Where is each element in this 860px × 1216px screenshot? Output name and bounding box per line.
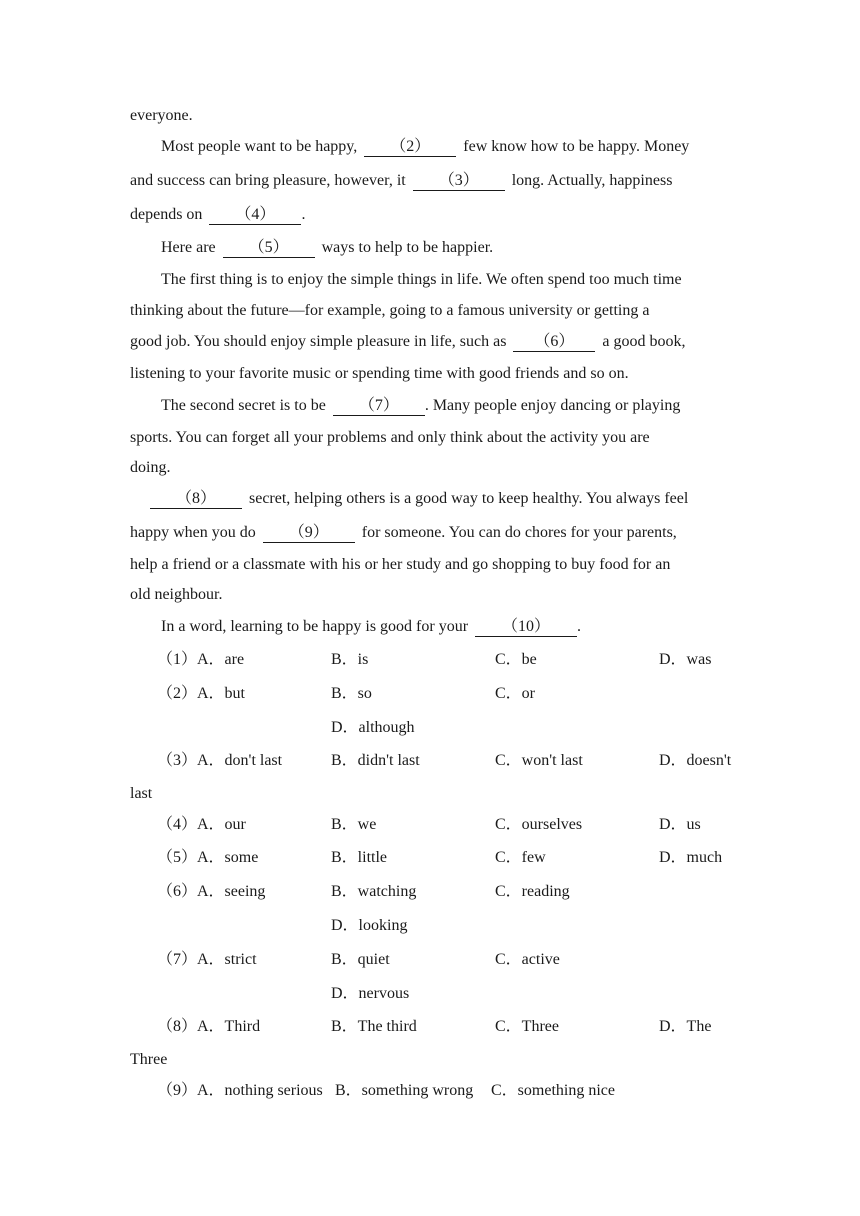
passage-text: thinking about the future—for example, going to a famous university or getting a: [130, 302, 650, 319]
passage-line: [161, 238, 493, 258]
passage-line: [130, 332, 686, 352]
q7-option-d: D．nervous: [331, 985, 410, 1002]
passage-text: . Many people enjoy dancing or playing: [424, 397, 681, 414]
q4-option-c: C．ourselves: [495, 816, 583, 833]
q9-option-a: （9）A．nothing serious: [157, 1082, 323, 1099]
q6-option-c: C．reading: [495, 883, 570, 900]
passage-text: for someone. You can do chores for your parents,: [361, 524, 677, 541]
q7-option-a: （7）A．strict: [157, 951, 257, 968]
blank-7: （7）: [333, 397, 425, 416]
q6-option-b: B．watching: [331, 883, 417, 900]
q9-option-b: B．something wrong: [335, 1082, 474, 1099]
q2-option-a: （2）A．but: [157, 685, 246, 702]
passage-line: [130, 171, 672, 191]
passage-text: listening to your favorite music or spending time with good friends and so on.: [130, 365, 629, 382]
q6-option-a: （6）A．seeing: [157, 883, 266, 900]
q8-option-a: （8）A．Third: [157, 1018, 261, 1035]
q5-option-b: B．little: [331, 849, 388, 866]
q6-option-d: D．looking: [331, 917, 408, 934]
q5-option-c: C．few: [495, 849, 546, 866]
passage-line: [161, 137, 689, 157]
q1-option-d: D．was: [659, 651, 712, 668]
passage-line: [130, 301, 649, 321]
passage-line: [150, 489, 688, 509]
passage-line: [161, 396, 680, 416]
passage-text: sports. You can forget all your problems and only think about the activity you are: [130, 429, 650, 446]
passage-text: and success can bring pleasure, however, it: [130, 172, 406, 189]
passage-line: [130, 205, 305, 225]
q2-option-c: C．or: [495, 685, 536, 702]
passage-text: The second secret is to be: [161, 397, 326, 414]
passage-line: [130, 364, 629, 384]
passage-line: [130, 428, 650, 448]
q2-option-d: D．although: [331, 719, 415, 736]
passage-line: [130, 106, 193, 126]
q3-option-c: C．won't last: [495, 752, 583, 769]
q4-option-b: B．we: [331, 816, 377, 833]
passage-text: ways to help to be happier.: [321, 239, 494, 256]
passage-line: [161, 617, 581, 637]
passage-text: everyone.: [130, 107, 193, 124]
q7-option-c: C．active: [495, 951, 560, 968]
passage-line: [161, 270, 682, 290]
q5-option-a: （5）A．some: [157, 849, 259, 866]
passage-text: a good book,: [602, 333, 686, 350]
q1-option-c: C．be: [495, 651, 537, 668]
passage-text: good job. You should enjoy simple pleasure in life, such as: [130, 333, 507, 350]
blank-3: （3）: [413, 172, 505, 191]
passage-line: [130, 523, 677, 543]
passage-text: long. Actually, happiness: [511, 172, 673, 189]
passage-text: depends on: [130, 206, 203, 223]
q1-option-a: （1）A．are: [157, 651, 245, 668]
blank-8: （8）: [150, 490, 242, 509]
q3-option-d-wrap: last: [130, 785, 153, 802]
q8-option-b: B．The third: [331, 1018, 417, 1035]
passage-text: .: [301, 206, 306, 223]
passage-text: old neighbour.: [130, 586, 223, 603]
passage-line: [130, 585, 222, 605]
passage-line: [130, 555, 670, 575]
q3-option-a: （3）A．don't last: [157, 752, 283, 769]
blank-4: （4）: [209, 206, 301, 225]
q8-option-c: C．Three: [495, 1018, 559, 1035]
passage-text: .: [577, 618, 582, 635]
q4-option-d: D．us: [659, 816, 701, 833]
passage-text: The first thing is to enjoy the simple things in life. We often spend too much time: [161, 271, 682, 288]
passage-text: In a word, learning to be happy is good for your: [161, 618, 469, 635]
q2-option-b: B．so: [331, 685, 372, 702]
passage-line: [130, 458, 170, 478]
passage-text: few know how to be happy. Money: [463, 138, 690, 155]
blank-10: （10）: [475, 618, 577, 637]
passage-text: help a friend or a classmate with his or her study and go shopping to buy food for an: [130, 556, 671, 573]
passage-text: Here are: [161, 239, 216, 256]
q5-option-d: D．much: [659, 849, 723, 866]
blank-5: （5）: [223, 239, 315, 258]
blank-6: （6）: [513, 333, 595, 352]
passage-text: Most people want to be happy,: [161, 138, 358, 155]
q9-option-c: C．something nice: [491, 1082, 615, 1099]
q8-option-d-wrap: Three: [130, 1051, 168, 1068]
blank-2: （2）: [364, 138, 456, 157]
blank-9: （9）: [263, 524, 355, 543]
q3-option-d: D．doesn't: [659, 752, 732, 769]
passage-text: doing.: [130, 459, 171, 476]
passage-text: happy when you do: [130, 524, 256, 541]
q8-option-d: D．The: [659, 1018, 712, 1035]
passage-text: secret, helping others is a good way to keep healthy. You always feel: [249, 490, 689, 507]
q3-option-b: B．didn't last: [331, 752, 420, 769]
q1-option-b: B．is: [331, 651, 369, 668]
q7-option-b: B．quiet: [331, 951, 390, 968]
q4-option-a: （4）A．our: [157, 816, 246, 833]
